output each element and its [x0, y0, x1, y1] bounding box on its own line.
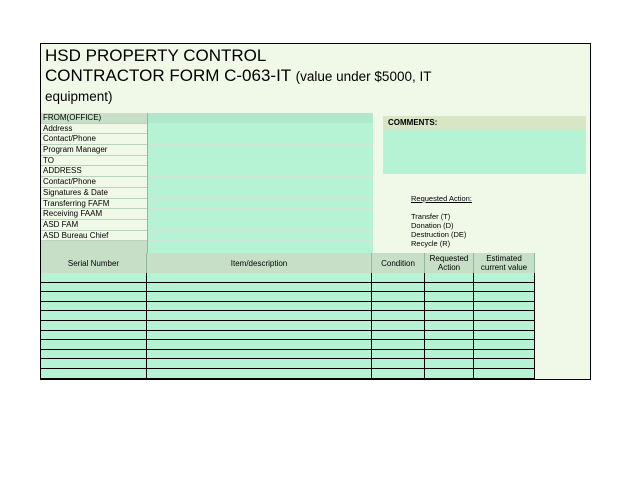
title-subtitle-b: equipment)	[45, 89, 113, 104]
serial-number-cell[interactable]	[41, 273, 147, 283]
table-row	[41, 292, 535, 302]
field-label-to-contact-phone: Contact/Phone	[41, 177, 147, 188]
comments-label: COMMENTS:	[383, 116, 586, 130]
requested-action-cell[interactable]	[425, 292, 474, 302]
item-description-cell[interactable]	[147, 340, 372, 350]
requested-action-option: Donation (D)	[411, 221, 454, 230]
estimated-value-cell[interactable]	[474, 273, 535, 283]
serial-number-cell[interactable]	[41, 302, 147, 312]
requested-action-cell[interactable]	[425, 321, 474, 331]
requested-action-cell[interactable]	[425, 359, 474, 369]
field-label-asd-fam: ASD FAM	[41, 220, 147, 231]
serial-number-cell[interactable]	[41, 311, 147, 321]
column-header-serial-number: Serial Number	[41, 253, 147, 273]
field-label-to-address: ADDRESS	[41, 166, 147, 177]
title-subtitle-a: (value under $5000, IT	[295, 69, 432, 84]
items-table-header	[41, 253, 535, 273]
table-row	[41, 350, 535, 360]
condition-cell[interactable]	[372, 369, 425, 379]
input-address[interactable]	[148, 124, 373, 135]
requested-action-option: Destruction (DE)	[411, 230, 467, 239]
estimated-value-cell[interactable]	[474, 369, 535, 379]
requested-action-legend	[411, 194, 472, 248]
condition-cell[interactable]	[372, 331, 425, 341]
estimated-value-cell[interactable]	[474, 340, 535, 350]
table-row	[41, 321, 535, 331]
table-row	[41, 302, 535, 312]
input-asd-fam[interactable]	[148, 220, 373, 231]
table-row	[41, 369, 535, 379]
requested-action-option: Recycle (R)	[411, 239, 451, 248]
field-label-from-office: FROM(OFFICE)	[41, 113, 147, 124]
item-description-cell[interactable]	[147, 331, 372, 341]
field-label-contact-phone: Contact/Phone	[41, 134, 147, 145]
input-contact-phone[interactable]	[148, 134, 373, 145]
table-row	[41, 359, 535, 369]
estimated-value-cell[interactable]	[474, 292, 535, 302]
estimated-value-cell[interactable]	[474, 283, 535, 293]
field-label-program-manager: Program Manager	[41, 145, 147, 156]
estimated-value-cell[interactable]	[474, 359, 535, 369]
item-description-cell[interactable]	[147, 369, 372, 379]
input-signatures-date[interactable]	[148, 188, 373, 199]
form-title	[45, 46, 590, 107]
requested-action-option: Transfer (T)	[411, 212, 451, 221]
item-description-cell[interactable]	[147, 350, 372, 360]
field-label-signatures-date: Signatures & Date	[41, 188, 147, 199]
estimated-value-cell[interactable]	[474, 321, 535, 331]
serial-number-cell[interactable]	[41, 331, 147, 341]
comments-field[interactable]	[383, 130, 586, 174]
input-to-contact-phone[interactable]	[148, 177, 373, 188]
condition-cell[interactable]	[372, 311, 425, 321]
field-labels	[41, 113, 147, 241]
serial-number-cell[interactable]	[41, 369, 147, 379]
input-transferring-fafm[interactable]	[148, 199, 373, 210]
requested-action-cell[interactable]	[425, 283, 474, 293]
input-to-address[interactable]	[148, 166, 373, 177]
field-inputs	[147, 113, 373, 253]
item-description-cell[interactable]	[147, 302, 372, 312]
item-description-cell[interactable]	[147, 292, 372, 302]
table-row	[41, 283, 535, 293]
input-asd-bureau-chief[interactable]	[148, 231, 373, 242]
condition-cell[interactable]	[372, 359, 425, 369]
title-form-number: CONTRACTOR FORM C-063-IT	[45, 66, 291, 85]
column-header-requested-action: Requested Action	[425, 253, 474, 273]
serial-number-cell[interactable]	[41, 359, 147, 369]
field-label-transferring-fafm: Transferring FAFM	[41, 199, 147, 210]
estimated-value-cell[interactable]	[474, 331, 535, 341]
table-row	[41, 331, 535, 341]
field-label-address: Address	[41, 124, 147, 135]
property-control-form	[40, 43, 591, 380]
input-program-manager[interactable]	[148, 145, 373, 156]
requested-action-cell[interactable]	[425, 273, 474, 283]
serial-number-cell[interactable]	[41, 283, 147, 293]
serial-number-cell[interactable]	[41, 350, 147, 360]
item-description-cell[interactable]	[147, 321, 372, 331]
serial-number-cell[interactable]	[41, 321, 147, 331]
requested-action-cell[interactable]	[425, 311, 474, 321]
field-label-to: TO	[41, 156, 147, 167]
condition-cell[interactable]	[372, 283, 425, 293]
item-description-cell[interactable]	[147, 311, 372, 321]
item-description-cell[interactable]	[147, 283, 372, 293]
estimated-value-cell[interactable]	[474, 302, 535, 312]
field-label-receiving-faam: Receiving FAAM	[41, 209, 147, 220]
column-header-item-description: Item/description	[147, 253, 372, 273]
requested-action-cell[interactable]	[425, 340, 474, 350]
serial-number-cell[interactable]	[41, 292, 147, 302]
estimated-value-cell[interactable]	[474, 311, 535, 321]
column-header-estimated-value: Estimated current value	[474, 253, 535, 273]
column-header-condition: Condition	[372, 253, 425, 273]
condition-cell[interactable]	[372, 321, 425, 331]
condition-cell[interactable]	[372, 302, 425, 312]
title-line-1: HSD PROPERTY CONTROL	[45, 46, 267, 65]
requested-action-cell[interactable]	[425, 302, 474, 312]
requested-action-cell[interactable]	[425, 331, 474, 341]
serial-number-cell[interactable]	[41, 340, 147, 350]
input-receiving-faam[interactable]	[148, 209, 373, 220]
requested-action-heading: Requested Action:	[411, 194, 472, 203]
requested-action-cell[interactable]	[425, 350, 474, 360]
condition-cell[interactable]	[372, 340, 425, 350]
condition-cell[interactable]	[372, 273, 425, 283]
input-to[interactable]	[148, 156, 373, 167]
condition-cell[interactable]	[372, 292, 425, 302]
estimated-value-cell[interactable]	[474, 350, 535, 360]
item-description-cell[interactable]	[147, 273, 372, 283]
input-from-office[interactable]	[148, 113, 373, 124]
item-description-cell[interactable]	[147, 359, 372, 369]
table-row	[41, 273, 535, 283]
requested-action-cell[interactable]	[425, 369, 474, 379]
table-row	[41, 340, 535, 350]
condition-cell[interactable]	[372, 350, 425, 360]
title-line-2	[45, 66, 590, 87]
items-table-body	[41, 273, 535, 379]
field-label-asd-bureau-chief: ASD Bureau Chief	[41, 231, 147, 242]
table-row	[41, 311, 535, 321]
